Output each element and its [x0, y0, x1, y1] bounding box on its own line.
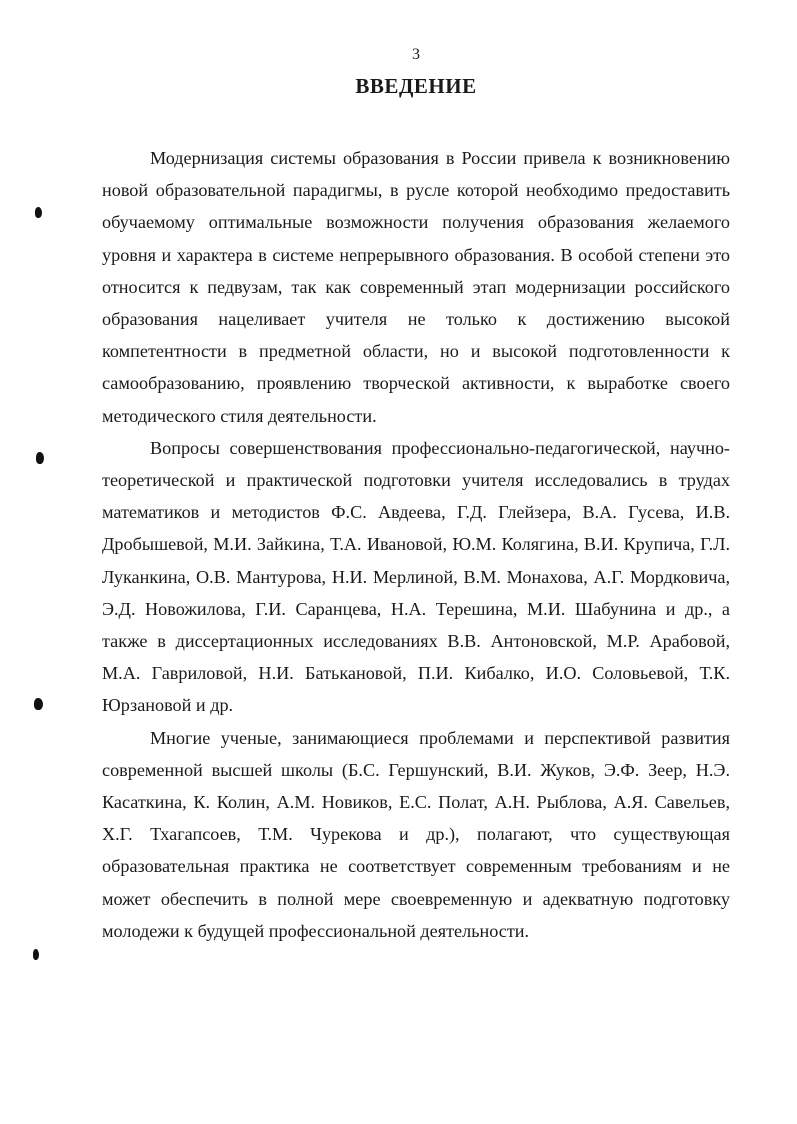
paragraph-3: Многие ученые, занимающиеся проблемами и перспективой развития современной высшей школы (Б.С. Гершунский, В.И. Жуков, Э.Ф. Зеер, Н.Э. Касаткина, К. Колин, А.М. Новиков, Е.С. Полат, А.Н. Рыблова, А.Я. Савельев, Х.Г. Тхагапсоев, Т.М. Чурекова и др.), полагают, что существующая образовательная практика не соответствует современным требованиям и не может обеспечить в полной мере своевременную и адекватную подготовку молодежи к будущей профессиональной деятельности. — [102, 727, 730, 941]
page-number: 3 — [412, 46, 420, 63]
scan-mark — [33, 949, 39, 960]
page-title: ВВЕДЕНИЕ — [355, 74, 477, 98]
scan-mark — [36, 452, 44, 464]
paragraph-2: Вопросы совершенствования профессионально-педагогической, научно-теоретической и практической подготовки учителя исследовались в трудах математиков и методистов Ф.С. Авдеева, Г.Д. Глейзера, В.А. Гусева, И.В. Дробышевой, М.И. Зайкина, Т.А. Ивановой, Ю.М. Колягина, В.И. Крупича, Г.Л. Луканкина, О.В. Мантурова, Н.И. Мерлиной, В.М. Монахова, А.Г. Мордковича, Э.Д. Новожилова, Г.И. Саранцева, Н.А. Терешина, М.И. Шабунина и др., а также в диссертационных исследованиях В.В. Антоновской, М.Р. Арабовой, М.А. Гавриловой, Н.И. Батькановой, П.И. Кибалко, И.О. Соловьевой, Т.К. Юрзановой и др. — [102, 437, 730, 716]
scan-mark — [34, 698, 43, 710]
document-body — [102, 142, 730, 947]
paragraph-1: Модернизация системы образования в России привела к возникновению новой образовательной парадигмы, в русле которой необходимо предоставить обучаемому оптимальные возможности получения образования желаемого уровня и характера в системе непрерывного образования. В особой степени это относится к педвузам, так как современный этап модернизации российского образования нацеливает учителя не только к достижению высокой компетентности в предметной области, но и высокой подготовленности к самообразованию, проявлению творческой активности, к выработке своего методического стиля деятельности. — [102, 148, 730, 426]
scan-mark — [35, 207, 42, 218]
